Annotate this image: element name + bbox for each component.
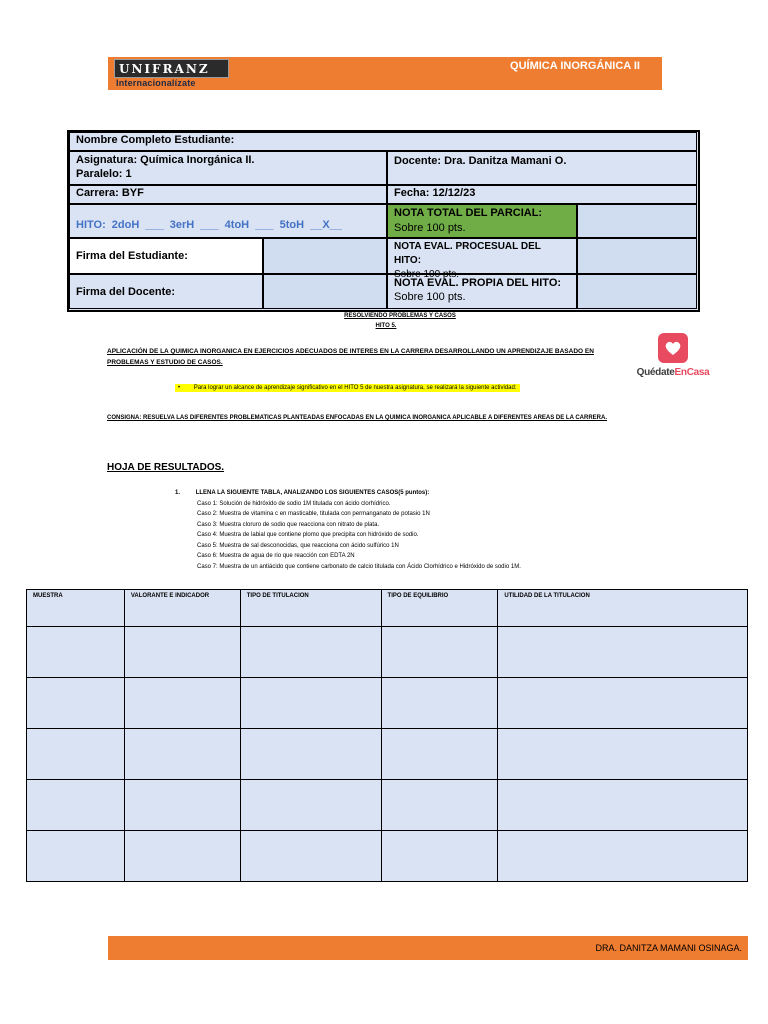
table-row — [27, 729, 748, 780]
fecha-label: Fecha: 12/12/23 — [394, 187, 476, 199]
table-cell[interactable] — [240, 831, 381, 882]
table-cell[interactable] — [124, 780, 240, 831]
case-item: Caso 4: Muestra de labial que contiene plomo que precipita con hidróxido de sodio. — [197, 532, 419, 538]
student-name-cell[interactable] — [69, 132, 697, 151]
asignatura-label: Asignatura: Química Inorgánica II. — [76, 154, 255, 166]
table-cell[interactable] — [27, 729, 125, 780]
table-cell[interactable] — [124, 678, 240, 729]
firma-estudiante-label: Firma del Estudiante: — [76, 250, 188, 262]
table-row — [27, 780, 748, 831]
quedate-text: QuédateEnCasa — [636, 367, 710, 378]
firma-estudiante-cell — [69, 238, 263, 274]
table-cell[interactable] — [27, 780, 125, 831]
docente-label: Docente: Dra. Danitza Mamani O. — [394, 155, 567, 167]
case-item: Caso 5: Muestra de sal desconocidas, que reacciona con ácido sulfúrico 1N — [197, 542, 399, 549]
table-cell[interactable] — [27, 831, 125, 882]
nota-procesual-label: NOTA EVAL. PROCESUAL DEL HITO: — [394, 241, 541, 266]
firma-docente-cell — [69, 274, 263, 309]
header-utilidad: UTILIDAD DE LA TITULACION — [498, 590, 748, 627]
results-table — [26, 589, 748, 882]
student-name-label: Nombre Completo Estudiante: — [76, 134, 235, 146]
table-cell[interactable] — [124, 729, 240, 780]
table-cell[interactable] — [124, 627, 240, 678]
nota-total-cell — [387, 204, 577, 238]
table-row — [27, 831, 748, 882]
firma-docente-field[interactable] — [263, 274, 387, 309]
table-cell[interactable] — [240, 627, 381, 678]
table-row — [27, 678, 748, 729]
table-cell[interactable] — [498, 678, 748, 729]
subject-title: QUÍMICA INORGÁNICA II — [510, 60, 640, 72]
hito-cell — [69, 204, 387, 238]
case-item: Caso 6: Muestra de agua de rio que reacción con EDTA 2N — [197, 553, 355, 559]
header-tipo-equilibrio: TIPO DE EQUILIBRIO — [381, 590, 498, 627]
nota-total-sub: Sobre 100 pts. — [394, 222, 466, 234]
asignatura-cell — [69, 151, 387, 185]
instruction-title: LLENA LA SIGUIENTE TABLA, ANALIZANDO LOS SIGUIENTES CASOS(5 puntos): — [195, 490, 430, 496]
table-cell[interactable] — [498, 627, 748, 678]
table-cell[interactable] — [381, 831, 498, 882]
hito-title: HITO 5. — [375, 323, 397, 329]
hoja-resultados-title: HOJA DE RESULTADOS. — [107, 462, 225, 473]
section-title: RESOLVIENDO PROBLEMAS Y CASOS — [344, 313, 456, 319]
quedate-en-casa-logo — [632, 333, 714, 391]
table-cell[interactable] — [381, 678, 498, 729]
table-cell[interactable] — [240, 678, 381, 729]
highlighted-instruction — [175, 384, 520, 392]
header-tipo-titulacion: TIPO DE TITULACION — [240, 590, 381, 627]
nota-procesual-sub: Sobre 100 pts. — [394, 269, 460, 280]
unifranz-logo — [114, 59, 229, 87]
table-cell[interactable] — [381, 627, 498, 678]
header-valorante: VALORANTE E INDICADOR — [124, 590, 240, 627]
fecha-cell — [387, 185, 697, 204]
docente-cell — [387, 151, 697, 185]
table-cell[interactable] — [124, 831, 240, 882]
table-cell[interactable] — [27, 678, 125, 729]
case-item: Caso 7: Muestra de un antiácido que contiene carbonato de calcio titulada con Ácido Clorhídrico e Hidróxido de sodio 1M. — [197, 563, 521, 570]
firma-docente-label: Firma del Docente: — [76, 286, 176, 298]
table-cell[interactable] — [381, 729, 498, 780]
instruction-title-row — [175, 488, 521, 499]
table-cell[interactable] — [240, 729, 381, 780]
carrera-cell — [69, 185, 387, 204]
carrera-label: Carrera: BYF — [76, 187, 144, 199]
instructions-list — [175, 488, 521, 572]
nota-propia-label: NOTA EVAL. PROPIA DEL HITO: — [394, 277, 562, 289]
case-item: Caso 1: Solución de hidróxido de sodio 1M titulada con ácido clorhídrico. — [197, 500, 391, 507]
table-cell[interactable] — [27, 627, 125, 678]
logo-box — [114, 59, 229, 78]
logo-tagline: Internacionalízate — [116, 78, 196, 88]
table-cell[interactable] — [498, 780, 748, 831]
table-cell[interactable] — [240, 780, 381, 831]
heart-chat-icon — [658, 333, 688, 363]
nota-procesual-value-field[interactable] — [577, 238, 697, 274]
case-item: Caso 3: Muestra cloruro de sodio que reacciona con nitrato de plata. — [197, 521, 380, 528]
bullet-icon: • — [178, 385, 181, 391]
paralelo-label: Paralelo: 1 — [76, 168, 132, 180]
case-item: Caso 2: Muestra de vitamina c en masticable, titulada con permanganato de potasio 1N — [197, 511, 430, 517]
results-header-row — [27, 590, 748, 627]
logo-word: UNIFRANZ — [119, 62, 210, 76]
student-info-table — [67, 130, 700, 312]
nota-total-label: NOTA TOTAL DEL PARCIAL: — [394, 207, 543, 219]
table-cell[interactable] — [498, 729, 748, 780]
table-row — [27, 627, 748, 678]
nota-propia-cell — [387, 274, 577, 309]
header-muestra: MUESTRA — [27, 590, 125, 627]
highlight-text: Para lograr un alcance de aprendizaje significativo en el HITO 5 de nuestra asignatura, se realizará la siguiente actividad: — [193, 385, 517, 391]
consigna-text: CONSIGNA: RESUELVA LAS DIFERENTES PROBLEMATICAS PLANTEADAS ENFOCADAS EN LA QUIMICA INORGANICA APLICABLE A DIFERENTES AREAS DE LA CARRERA. — [107, 415, 608, 421]
footer-author: DRA. DANITZA MAMANI OSINAGA. — [595, 943, 742, 953]
instruction-number: 1. — [175, 490, 181, 496]
hito-label: HITO: 2doH ___ 3erH ___ 4toH ___ 5toH __X__ — [76, 219, 342, 231]
nota-propia-value-field[interactable] — [577, 274, 697, 309]
nota-total-value-field[interactable] — [577, 204, 697, 238]
firma-estudiante-field[interactable] — [263, 238, 387, 274]
nota-propia-sub: Sobre 100 pts. — [394, 291, 466, 303]
table-cell[interactable] — [498, 831, 748, 882]
table-cell[interactable] — [381, 780, 498, 831]
aplicacion-text: APLICACIÓN DE LA QUIMICA INORGANICA EN EJERCICIOS ADECUADOS DE INTERES EN LA CARRERA DESARROLLANDO UN APRENDIZAJE BASADO EN PROBLEMAS Y ESTUDIO DE CASOS. — [107, 348, 594, 366]
nota-procesual-cell — [387, 238, 577, 280]
